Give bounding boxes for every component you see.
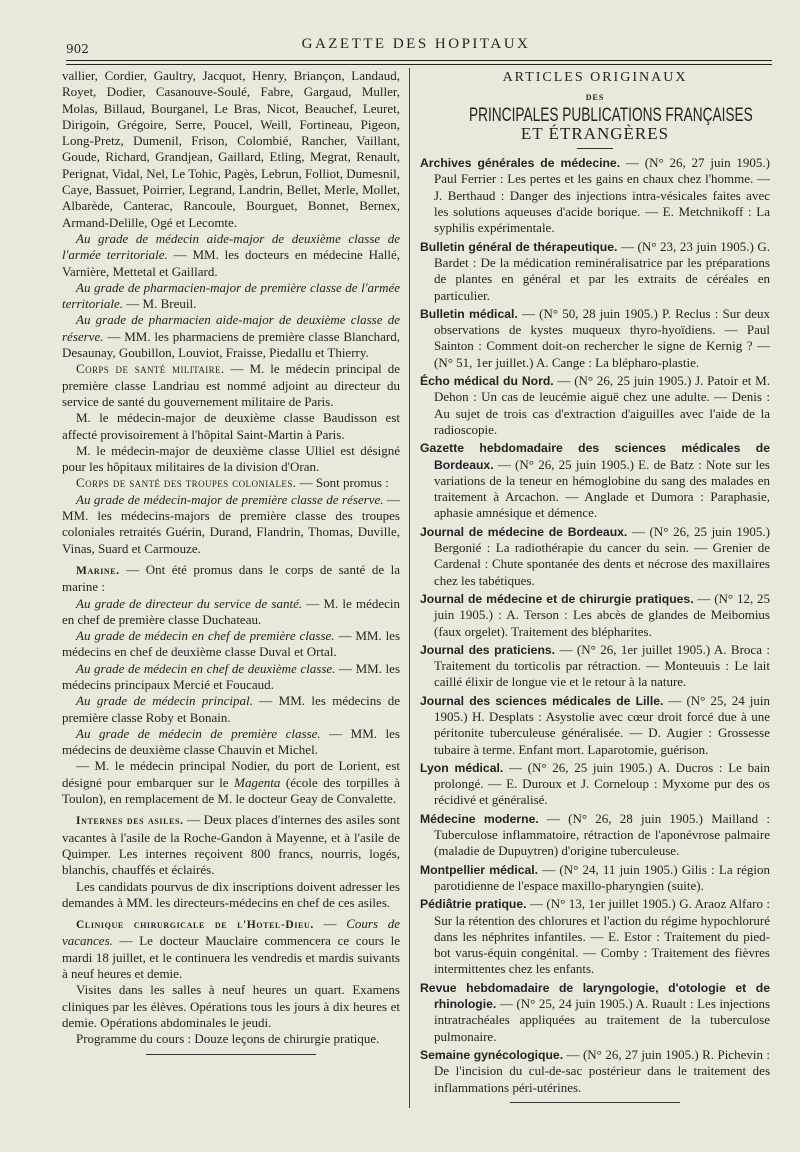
journal-title: Bulletin général de thérapeutique. bbox=[420, 239, 618, 254]
paragraph-text: — Sont promus : bbox=[296, 475, 389, 491]
publication-entry bbox=[420, 373, 770, 438]
paragraph bbox=[62, 562, 400, 596]
paragraph bbox=[62, 758, 400, 807]
paragraph-text: — M. Breuil. bbox=[123, 296, 197, 312]
heading-rule bbox=[577, 148, 613, 149]
journal-title: Journal des praticiens. bbox=[420, 642, 556, 657]
paragraph: Les candidats pourvus de dix inscriptions doivent adresser les demandes à MM. les directeurs-médecins en chef de ces asiles. bbox=[62, 878, 400, 910]
header-rule-thick bbox=[66, 60, 772, 61]
paragraph bbox=[62, 596, 400, 629]
paragraph-text: — bbox=[313, 916, 347, 932]
page-header bbox=[60, 22, 772, 62]
paragraph-text: — MM. les pharmaciens de première classe Blanchard, Desaunay, Goubillon, Louviot, Fraisse, Piedallu et Thierry. bbox=[62, 328, 400, 361]
entry-text: — (N° 26, 1er juillet 1905.) A. Broca : Traitement du torticolis par rétraction. — Monteuuis : Le lait caillé élixir de longue vie et le retour à la nature. bbox=[434, 641, 770, 690]
italic-heading: Au grade de médecin principal. bbox=[76, 693, 253, 709]
section-heading: Corps de santé militaire. bbox=[76, 361, 225, 377]
paragraph bbox=[62, 916, 400, 982]
journal-title: Pédiâtrie pratique. bbox=[420, 897, 527, 912]
entry-text: — (N° 26, 27 juin 1905.) R. Pichevin : De l'incision du cul-de-sac postérieur dans le traitement des inflammations péri-utérines. bbox=[434, 1046, 770, 1095]
italic-heading: Au grade de médecin en chef de deuxième classe. bbox=[76, 660, 336, 676]
publication-entry bbox=[420, 642, 770, 691]
italic-heading: Cours de vacances. bbox=[62, 916, 400, 949]
paragraph-text: — MM. les médecins-majors de première classe des troupes coloniales retraités Guérin, Durand, Flandrin, Thomas, Duville, Vinas, Suard et Carmouze. bbox=[62, 491, 400, 556]
running-title: GAZETTE DES HOPITAUX bbox=[301, 36, 531, 52]
entry-text: — (N° 23, 23 juin 1905.) G. Bardet : De la médication reminéralisatrice par les préparations de plantes en général et par les extraits de céréales en particulier. bbox=[434, 238, 771, 303]
italic-heading: Au grade de médecin en chef de première classe. bbox=[76, 628, 335, 644]
journal-title: Écho médical du Nord. bbox=[420, 374, 554, 389]
journal-title: Archives générales de médecine. bbox=[420, 156, 621, 171]
publication-entry bbox=[420, 811, 770, 860]
section-heading: Corps de santé des troupes coloniales. bbox=[76, 475, 297, 491]
journal-title: Montpellier médical. bbox=[420, 862, 539, 877]
journal-title: Bulletin médical. bbox=[420, 306, 518, 321]
paragraph: M. le médecin-major de deuxième classe Baudisson est affecté provisoirement à l'hôpital Saint-Martin à Paris. bbox=[62, 410, 400, 442]
publication-entry bbox=[420, 896, 770, 977]
paragraph bbox=[62, 726, 400, 759]
paragraph bbox=[62, 492, 400, 557]
paragraph-text: — M. le médecin principal de première classe Landriau est nommé adjoint au directeur du service de santé du gouvernement militaire de Paris. bbox=[62, 361, 401, 409]
ship-name: Magenta bbox=[234, 774, 281, 790]
paragraph bbox=[62, 661, 400, 694]
publication-entry bbox=[420, 591, 770, 640]
paragraph: M. le médecin-major de deuxième classe Ulliel est désigné pour les hôpitaux militaires de la division d'Oran. bbox=[62, 442, 400, 475]
entry-text: — (N° 26, 27 juin 1905.) Paul Ferrier : Les pertes et les gains en chaux chez l'homme. — J. Berthaud : Danger des injections intra-vésicales faites avec les solutions aqueuses d'acide borique. — E. Metchnikoff : La syphilis expérimentale. bbox=[434, 155, 771, 236]
paragraph-text: — M. le médecin principal Nodier, du port de Lorient, est désigné pour embarquer sur le bbox=[62, 758, 400, 790]
publication-entry bbox=[420, 693, 770, 758]
entry-text: — (N° 24, 11 juin 1905.) Gilis : La région parotidienne de l'espace maxillo-pharyngien (suite). bbox=[434, 861, 770, 893]
italic-heading: Au grade de médecin aide-major de deuxième classe de l'armée territoriale. bbox=[62, 230, 400, 263]
publication-entry bbox=[420, 306, 770, 371]
publication-entry bbox=[420, 760, 770, 809]
publication-entry bbox=[420, 155, 770, 236]
journal-title: Gazette hebdomadaire des sciences médicales de Bordeaux. bbox=[420, 441, 770, 472]
paragraph-text: (école des torpilles à Toulon), en remplacement de M. le docteur Geay de Convalette. bbox=[62, 774, 400, 807]
paragraph bbox=[62, 231, 400, 280]
paragraph bbox=[62, 280, 400, 313]
paragraph bbox=[62, 812, 400, 878]
paragraph bbox=[62, 475, 400, 491]
entry-text: — (N° 26, 25 juin 1905.) A. Ducros : Le bain prolongé. — E. Duroux et J. Corneloup : Myxome pur des os récidivé et généralisé. bbox=[434, 759, 770, 808]
entry-text: — (N° 25, 24 juin 1905.) H. Desplats : Asystolie avec cœur droit forcé due à une péritonite tuberculeuse généralisée. — D. Augier : Grossesse tubaire à terme. Enfant mort. Laparotomie, guérison. bbox=[434, 692, 770, 757]
paragraph bbox=[62, 628, 400, 661]
paragraph-text: — M. le médecin en chef de première classe Duchateau. bbox=[62, 595, 400, 627]
journal-title: Semaine gynécologique. bbox=[420, 1047, 564, 1062]
italic-heading: Au grade de pharmacien aide-major de deuxième classe de réserve. bbox=[62, 312, 400, 344]
entry-text: — (N° 25, 24 juin 1905.) A. Ruault : Les injections intratrachéales appliquées au traitement de la tuberculose pulmonaire. bbox=[434, 996, 770, 1044]
paragraph: vallier, Cordier, Gaultry, Jacquot, Henry, Briançon, Landaud, Royet, Dodier, Casanouve-Soulé, Fabre, Gargaud, Muller, Molas, Billaud, Bourganel, Le Bras, Nicot, Beauchef, Leuret, Dirigoin, Grégoire, Serre, Poucel, Weill, Fortineau, Pigeon, Long-Pretz, Dumenil, Frison, Colombié, Rancher, Vaillant, Goude, Richard, Grandjean, Gaillard, Etling, Megrat, Renault, Perignat, Vidal, Nel, Le Tohic, Pagès, Lebrun, Folliot, Dumesnil, Caye, Bassuet, Poirrier, Legrand, Landrin, Bellet, Merle, Mollet, Albarède, Canterac, Rancoule, Bourguet, Bonnet, Bernex, Armand-Delille, Ogé et Lecomte. bbox=[62, 68, 400, 230]
section-title-main: PRINCIPALES PUBLICATIONS FRANÇAISES bbox=[469, 104, 753, 126]
left-column bbox=[62, 68, 400, 1055]
section-title: ARTICLES ORIGINAUX bbox=[502, 70, 688, 85]
publication-entry bbox=[420, 980, 770, 1045]
entry-text: — (N° 26, 25 juin 1905.) E. de Batz : Note sur les variations de la teneur en hémoglobine du sang des malades en traitement à Arcachon. — Anglade et Dumora : Paraphasie, aphasie amnésique et démence. bbox=[434, 456, 770, 521]
publication-entry bbox=[420, 1047, 770, 1096]
paragraph-text: — MM. les médecins de première classe Roby et Bonain. bbox=[62, 693, 401, 725]
journal-title: Lyon médical. bbox=[420, 760, 504, 775]
journal-title: Revue hebdomadaire de laryngologie, d'otologie et de rhinologie. bbox=[420, 980, 770, 1012]
italic-heading: Au grade de médecin-major de première classe de réserve. bbox=[76, 491, 384, 507]
section-end-rule bbox=[510, 1102, 680, 1103]
section-title-sub: ET ÉTRANGÈRES bbox=[520, 123, 670, 143]
paragraph-text: — MM. les médecins en chef de deuxième classe Duval et Ortal. bbox=[62, 628, 401, 660]
entry-text: — (N° 26, 25 juin 1905.) J. Patoir et M. Dehon : Un cas de leucémie aiguë chez une adulte. — Denis : Au sujet de trois cas d'extraction d'aiguilles avec l'aide de la radioscopie. bbox=[434, 373, 770, 437]
entry-text: — (N° 12, 25 juin 1905.) : A. Terson : Les abcès de glandes de Meibomius (faux orgelet). Traitement des blépharites. bbox=[434, 590, 770, 639]
section-subtitle: DES bbox=[585, 93, 605, 103]
page-number: 902 bbox=[66, 42, 89, 56]
paragraph bbox=[62, 312, 400, 361]
paragraph-text: — Ont été promus dans le corps de santé de la marine : bbox=[62, 561, 400, 595]
paragraph bbox=[62, 693, 400, 726]
entry-text: — (N° 26, 28 juin 1905.) Mailland : Tuberculose inflammatoire, rétraction de l'aponévrose palmaire (maladie de Dupuytren) d'origine tuberculeuse. bbox=[434, 810, 770, 859]
paragraph-text: — Deux places d'internes des asiles sont vacantes à l'asile de la Roche-Gandon à Mayenne, et à l'asile de Quimper. Les internes reçoivent 800 francs, nourris, logés, blanchis, chauffés et éclairés. bbox=[62, 812, 400, 878]
right-column bbox=[420, 68, 770, 1103]
paragraph-text: — MM. les docteurs en médecine Hallé, Varnière, Mettetal et Gaillard. bbox=[62, 247, 401, 279]
section-end-rule bbox=[146, 1054, 316, 1055]
header-rule-thin bbox=[66, 64, 772, 65]
italic-heading: Au grade de directeur du service de santé. bbox=[76, 595, 303, 611]
journal-title: Journal de médecine et de chirurgie pratiques. bbox=[420, 591, 694, 606]
section-heading: Clinique chirurgicale de l'Hotel-Dieu. bbox=[76, 919, 314, 932]
journal-title: Médecine moderne. bbox=[420, 811, 539, 826]
publication-entry bbox=[420, 862, 770, 895]
column-divider bbox=[409, 68, 410, 1108]
paragraph-text: — Le docteur Mauclaire commencera ce cours le mardi 18 juillet, et le continuera les vendredis et mardis suivants à neuf heures et demie. bbox=[62, 933, 400, 982]
italic-heading: Au grade de médecin de première classe. bbox=[76, 725, 321, 741]
journal-title: Journal des sciences médicales de Lille. bbox=[420, 693, 664, 708]
publication-list bbox=[420, 155, 770, 1096]
section-heading: Marine. bbox=[76, 564, 120, 577]
entry-text: — (N° 26, 25 juin 1905.) Bergonié : La radiothérapie du cancer du sein. — Grenier de Cardenal : Chute spontanée des dents et nécrose des maxillaires chez les tabétiques. bbox=[434, 523, 770, 588]
publication-entry bbox=[420, 239, 770, 304]
paragraph: Programme du cours : Douze leçons de chirurgie pratique. bbox=[76, 1031, 380, 1047]
italic-heading: Au grade de pharmacien-major de première classe de l'armée territoriale. bbox=[62, 279, 400, 312]
paragraph-text: — MM. les médecins de deuxième classe Chauvin et Michel. bbox=[62, 725, 400, 758]
publication-entry bbox=[420, 440, 770, 521]
paragraph bbox=[62, 361, 400, 410]
entry-text: — (N° 50, 28 juin 1905.) P. Reclus : Sur deux observations de kystes muqueux thyro-hyoïdiens. — Paul Sainton : Comment doit-on rechercher le signe de Kernig ? — (N° 51, 1er juillet.) A. Cange : La blépharo-plastie. bbox=[434, 305, 770, 370]
paragraph-text: — MM. les médecins principaux Mercié et Foucaud. bbox=[62, 660, 400, 692]
entry-text: — (N° 13, 1er juillet 1905.) G. Araoz Alfaro : Sur la rétention des chlorures et l'action du régime hypochloruré dans les néphrites infantiles. — E. Estor : Traitement du pied-bot varus-équin congénital. — Comby : Traitement des fièvres intermittentes chez les enfants. bbox=[434, 896, 770, 977]
publication-entry bbox=[420, 524, 770, 589]
journal-title: Journal de médecine de Bordeaux. bbox=[420, 524, 628, 539]
paragraph: Visites dans les salles à neuf heures un quart. Examens cliniques par les élèves. Opérations tous les jours à dix heures et demie. Opérations abdominales le jeudi. bbox=[62, 982, 400, 1030]
section-heading: Internes des asiles. bbox=[76, 815, 184, 828]
